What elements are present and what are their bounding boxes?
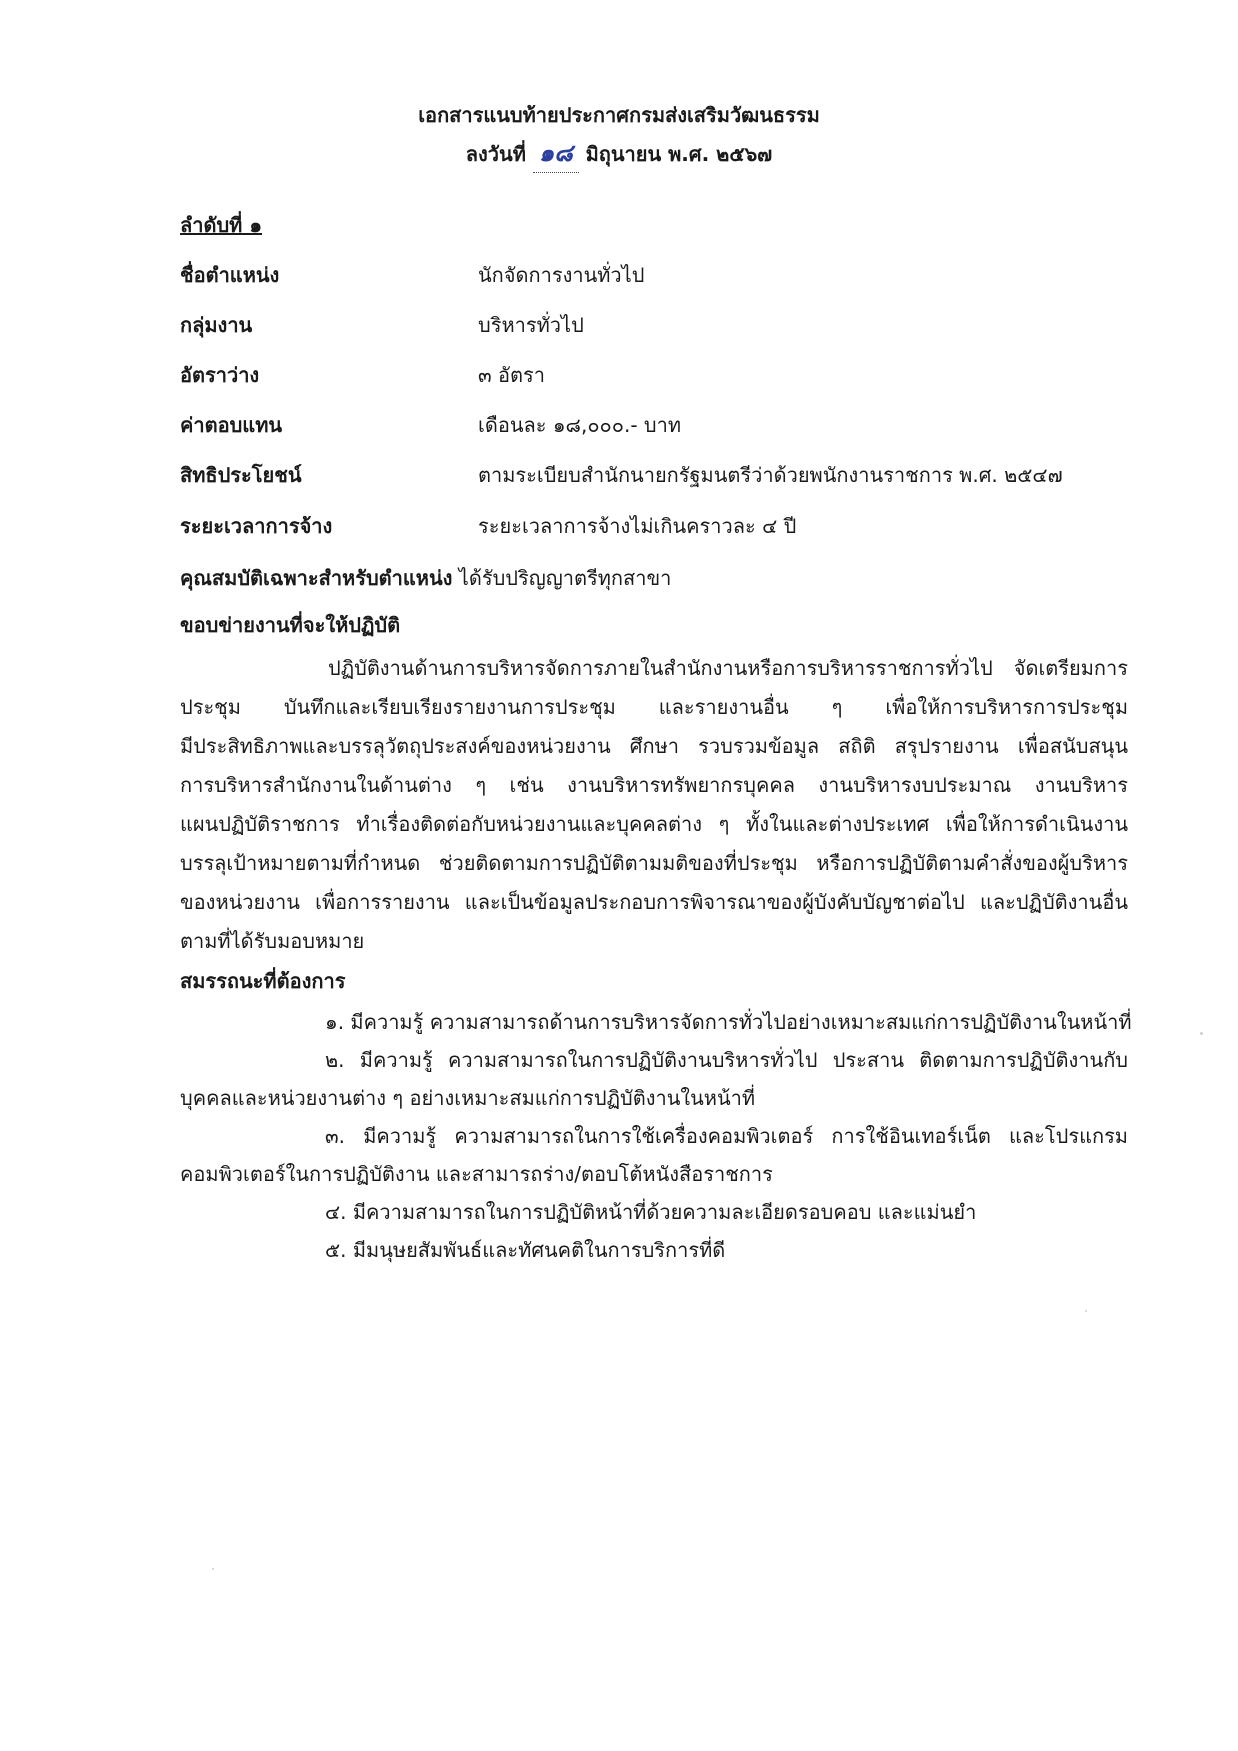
scope-line: ปฏิบัติงานด้านการบริหารจัดการภายในสำนักงานหรือการบริหารราชการทั่วไป จัดเตรียมการ	[328, 656, 1128, 680]
field-value: ระยะเวลาการจ้างไม่เกินคราวละ ๔ ปี	[478, 514, 797, 538]
field-label: สิทธิประโยชน์	[180, 463, 302, 487]
order-number: ลำดับที่ ๑	[180, 213, 263, 237]
competency-item: ๕. มีมนุษยสัมพันธ์และทัศนคติในการบริการที่ดี	[325, 1238, 726, 1262]
scope-line: บรรลุเป้าหมายตามที่กำหนด ช่วยติดตามการปฏิบัติตามมติของที่ประชุม หรือการปฏิบัติตามคำสั่งของผู้บริหาร	[180, 851, 1128, 875]
competency-item: ๓. มีความรู้ ความสามารถในการใช้เครื่องคอมพิวเตอร์ การใช้อินเทอร์เน็ต และโปรแกรม	[325, 1124, 1128, 1148]
scope-line: ของหน่วยงาน เพื่อการรายงาน และเป็นข้อมูลประกอบการพิจารณาของผู้บังคับบัญชาต่อไป และปฏิบัติงานอื่น	[180, 890, 1128, 914]
scope-line: มีประสิทธิภาพและบรรลุวัตถุประสงค์ของหน่วยงาน ศึกษา รวบรวมข้อมูล สถิติ สรุปรายงาน เพื่อสนับสนุน	[180, 734, 1128, 758]
document-date	[0, 134, 1238, 173]
scan-speck	[1085, 1310, 1087, 1312]
date-prefix: ลงวันที่	[465, 142, 526, 166]
competency-title: สมรรถนะที่ต้องการ	[180, 969, 346, 993]
competency-item: ๑. มีความรู้ ความสามารถด้านการบริหารจัดการทั่วไปอย่างเหมาะสมแก่การปฏิบัติงานในหน้าที่	[325, 1010, 1132, 1034]
field-label: อัตราว่าง	[180, 363, 260, 387]
scope-title: ขอบข่ายงานที่จะให้ปฏิบัติ	[180, 613, 401, 637]
scan-speck	[1200, 1032, 1203, 1035]
date-rest: มิถุนายน พ.ศ. ๒๕๖๗	[585, 142, 773, 166]
field-label: กลุ่มงาน	[180, 313, 253, 337]
competency-item-continued: คอมพิวเตอร์ในการปฏิบัติงาน และสามารถร่าง/ตอบโต้หนังสือราชการ	[180, 1162, 773, 1186]
competency-item: ๒. มีความรู้ ความสามารถในการปฏิบัติงานบริหารทั่วไป ประสาน ติดตามการปฏิบัติงานกับ	[325, 1048, 1128, 1072]
competency-item: ๔. มีความสามารถในการปฏิบัติหน้าที่ด้วยความละเอียดรอบคอบ และแม่นยำ	[325, 1200, 977, 1224]
field-value: ๓ อัตรา	[478, 363, 546, 387]
field-value: นักจัดการงานทั่วไป	[478, 263, 645, 287]
scope-line: การบริหารสำนักงานในด้านต่าง ๆ เช่น งานบริหารทรัพยากรบุคคล งานบริหารงบประมาณ งานบริหาร	[180, 773, 1128, 797]
scan-speck	[212, 1568, 214, 1570]
scope-line: ตามที่ได้รับมอบหมาย	[180, 929, 365, 953]
document-title: เอกสารแนบท้ายประกาศกรมส่งเสริมวัฒนธรรม	[418, 103, 820, 127]
field-label: ค่าตอบแทน	[180, 413, 283, 437]
scope-line: แผนปฏิบัติราชการ ทำเรื่องติดต่อกับหน่วยงานและบุคคลต่าง ๆ ทั้งในและต่างประเทศ เพื่อให้การดำเนินงาน	[180, 812, 1128, 836]
field-value: เดือนละ ๑๘,๐๐๐.- บาท	[478, 413, 682, 437]
competency-item-continued: บุคคลและหน่วยงานต่าง ๆ อย่างเหมาะสมแก่การปฏิบัติงานในหน้าที่	[180, 1086, 756, 1110]
qualification-label: คุณสมบัติเฉพาะสำหรับตำแหน่ง	[180, 566, 453, 590]
scope-line: ประชุม บันทึกและเรียบเรียงรายงานการประชุม และรายงานอื่น ๆ เพื่อให้การบริหารการประชุม	[180, 695, 1128, 719]
field-label: ระยะเวลาการจ้าง	[180, 514, 333, 538]
field-label: ชื่อตำแหน่ง	[180, 263, 280, 287]
qualification-value: ได้รับปริญญาตรีทุกสาขา	[458, 566, 672, 590]
field-value: ตามระเบียบสำนักนายกรัฐมนตรีว่าด้วยพนักงานราชการ พ.ศ. ๒๕๔๗	[478, 463, 1063, 487]
field-value: บริหารทั่วไป	[478, 313, 584, 337]
handwritten-date-day: ๑๘	[533, 134, 579, 173]
field-qualification	[180, 563, 671, 593]
